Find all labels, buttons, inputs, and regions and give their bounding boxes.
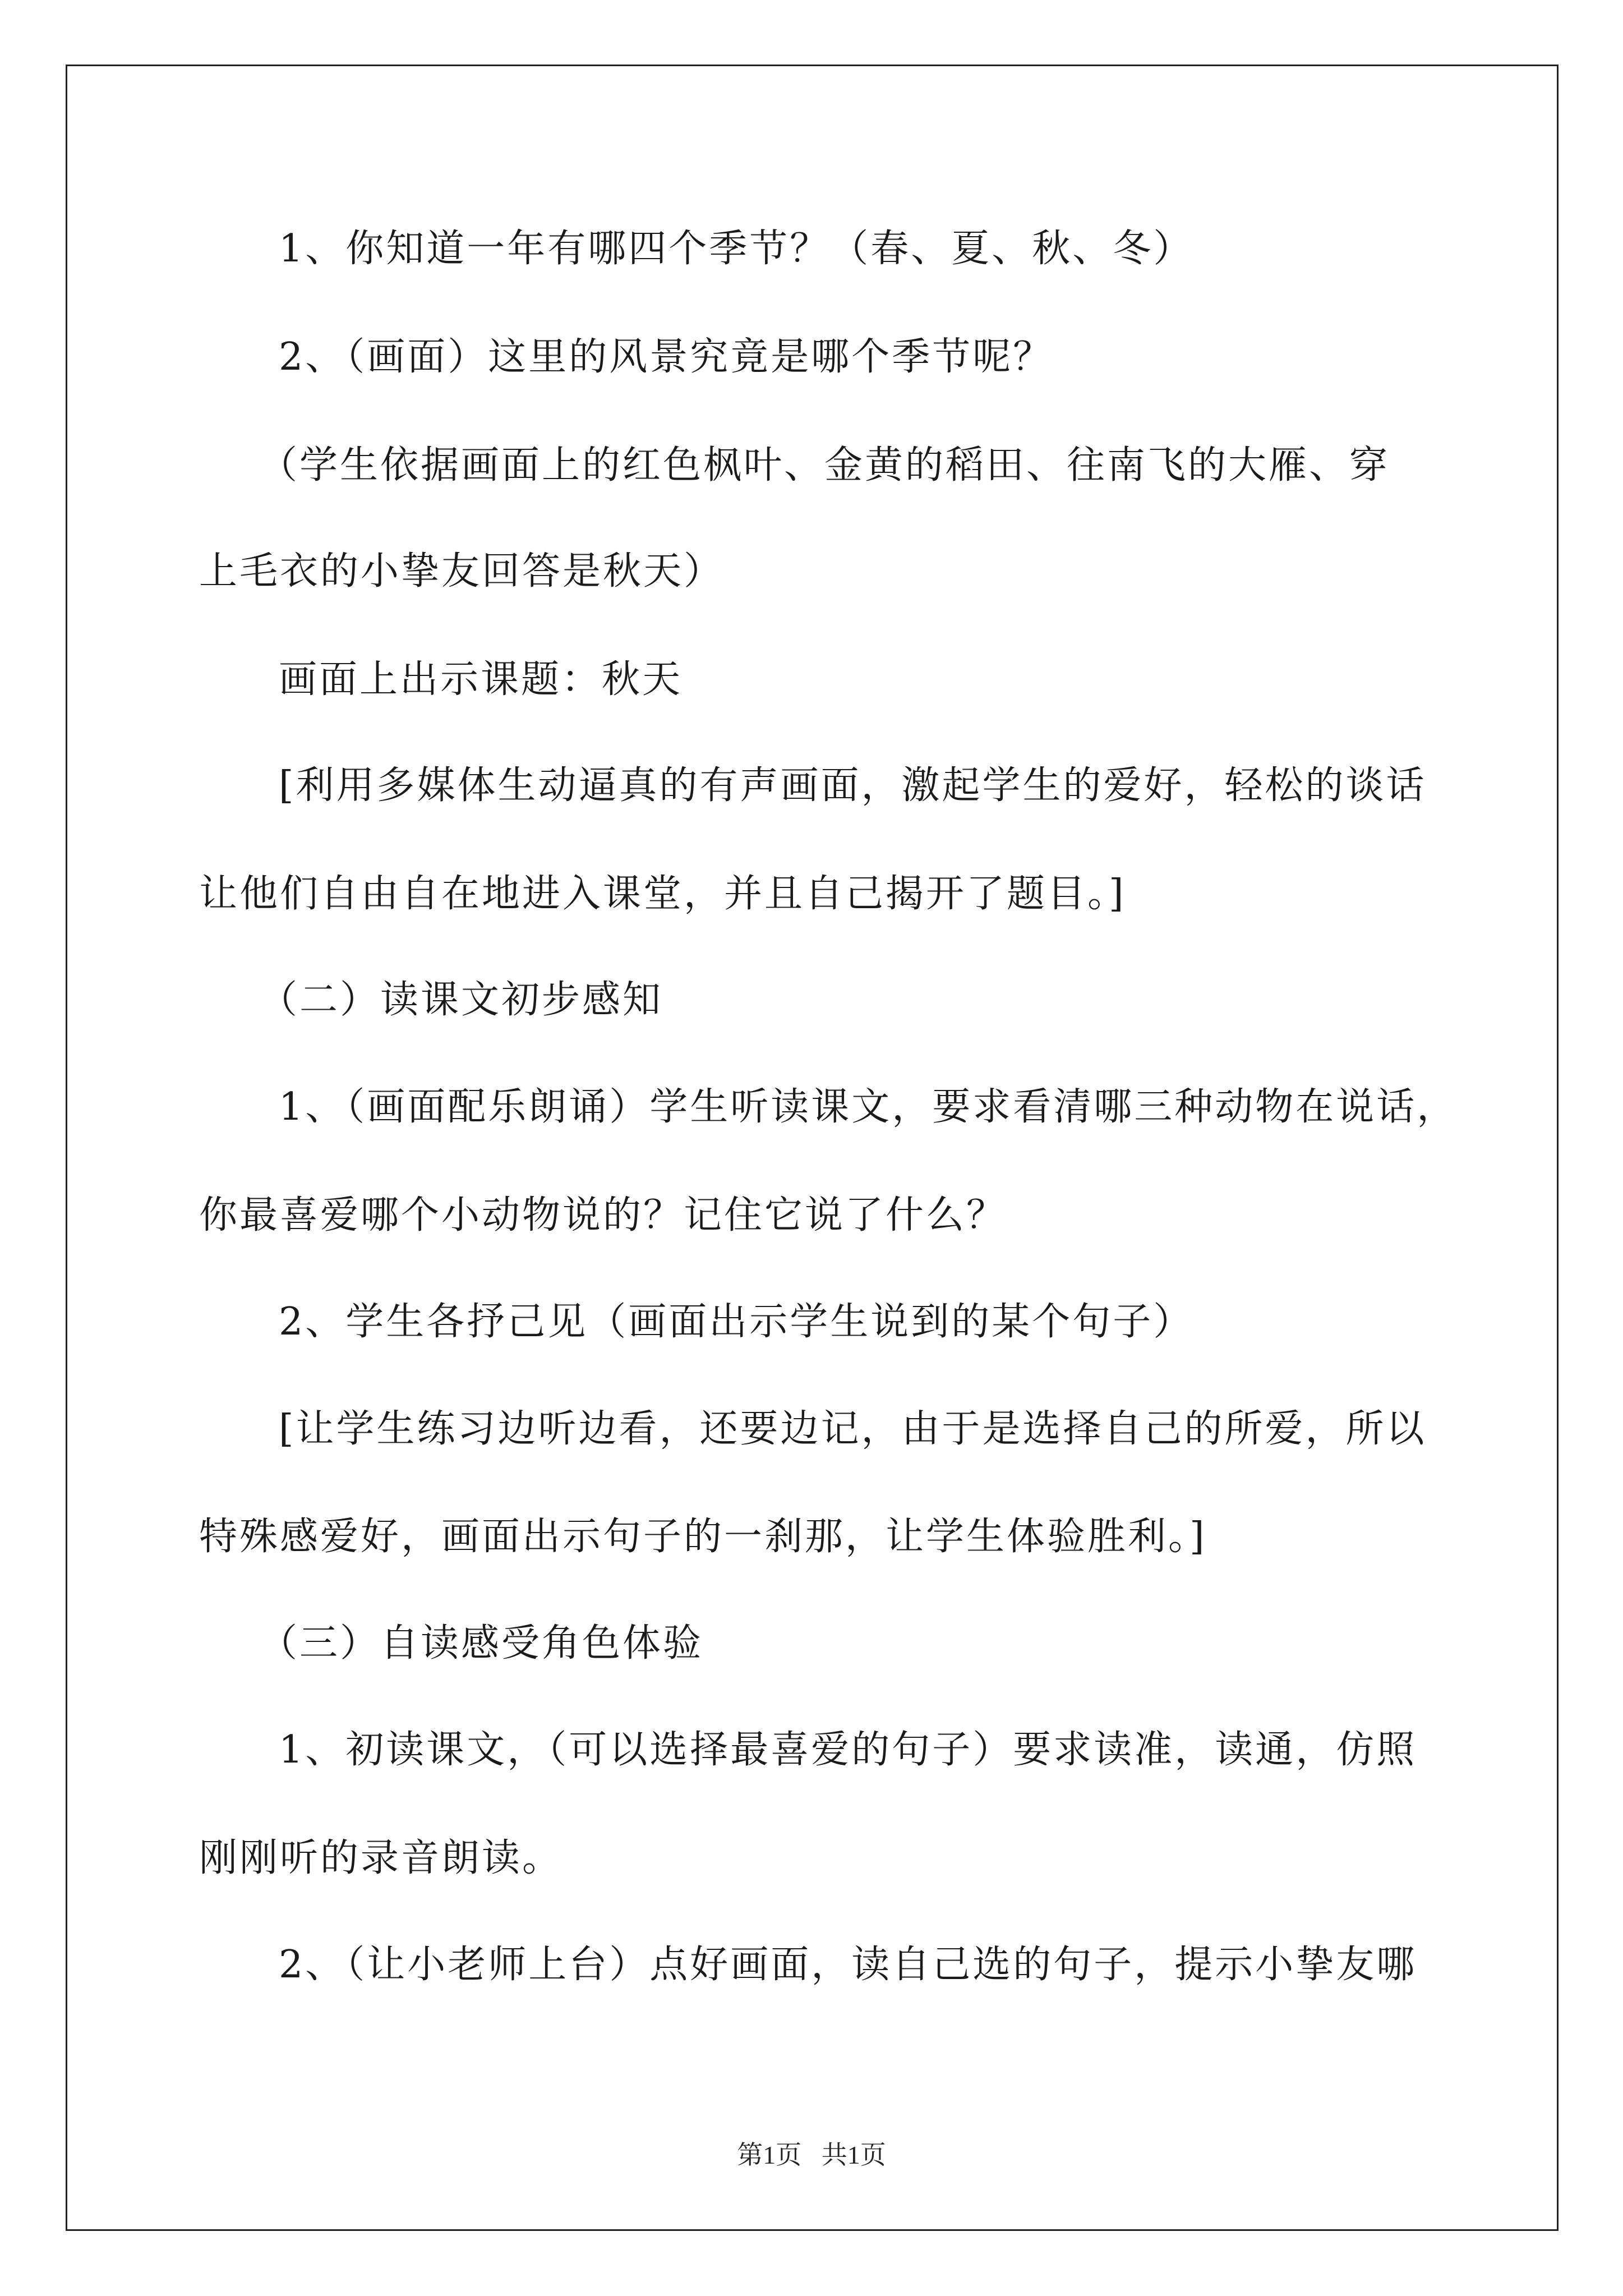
paragraph-line: 2、（让小老师上台）点好画面，读自己选的句子，提示小挚友哪 (279, 1943, 1417, 1987)
paragraph-line: 上毛衣的小挚友回答是秋天） (199, 549, 725, 593)
paragraph-line: 2、（画面）这里的风景究竟是哪个季节呢？ (279, 335, 1054, 379)
page-current: 第1页 (737, 2141, 802, 2169)
paragraph-line: [利用多媒体生动逼真的有声画面，激起学生的爱好，轻松的谈话 (279, 763, 1427, 808)
paragraph-line: 让他们自由自在地进入课堂，并且自己揭开了题目。] (199, 872, 1126, 916)
paragraph-line: 你最喜爱哪个小动物说的？记住它说了什么？ (199, 1193, 1007, 1237)
paragraph-line: 1、初读课文，（可以选择最喜爱的句子）要求读准，读通，仿照 (279, 1728, 1417, 1772)
paragraph-line: 1、（画面配乐朗诵）学生听读课文，要求看清哪三种动物在说话， (279, 1085, 1458, 1129)
paragraph-line: [让学生练习边听边看，还要边记，由于是选择自己的所爱，所以 (279, 1407, 1427, 1451)
paragraph-line: 刚刚听的录音朗读。 (199, 1836, 563, 1880)
paragraph-line: 1、你知道一年有哪四个季节？（春、夏、秋、冬） (279, 227, 1194, 271)
paragraph-line: （学生依据画面上的红色枫叶、金黄的稻田、往南飞的大雁、穿 (259, 443, 1390, 487)
paragraph-line: 画面上出示课题：秋天 (279, 657, 683, 702)
section-heading: （二）读课文初步感知 (259, 978, 663, 1022)
page-total: 共1页 (821, 2141, 886, 2169)
paragraph-line: 2、学生各抒己见（画面出示学生说到的某个句子） (279, 1300, 1194, 1344)
page-footer (0, 2134, 1623, 2171)
section-heading: （三）自读感受角色体验 (259, 1621, 704, 1665)
page-border (66, 65, 1559, 2231)
paragraph-line: 特殊感爱好，画面出示句子的一刹那，让学生体验胜利。] (199, 1515, 1207, 1559)
